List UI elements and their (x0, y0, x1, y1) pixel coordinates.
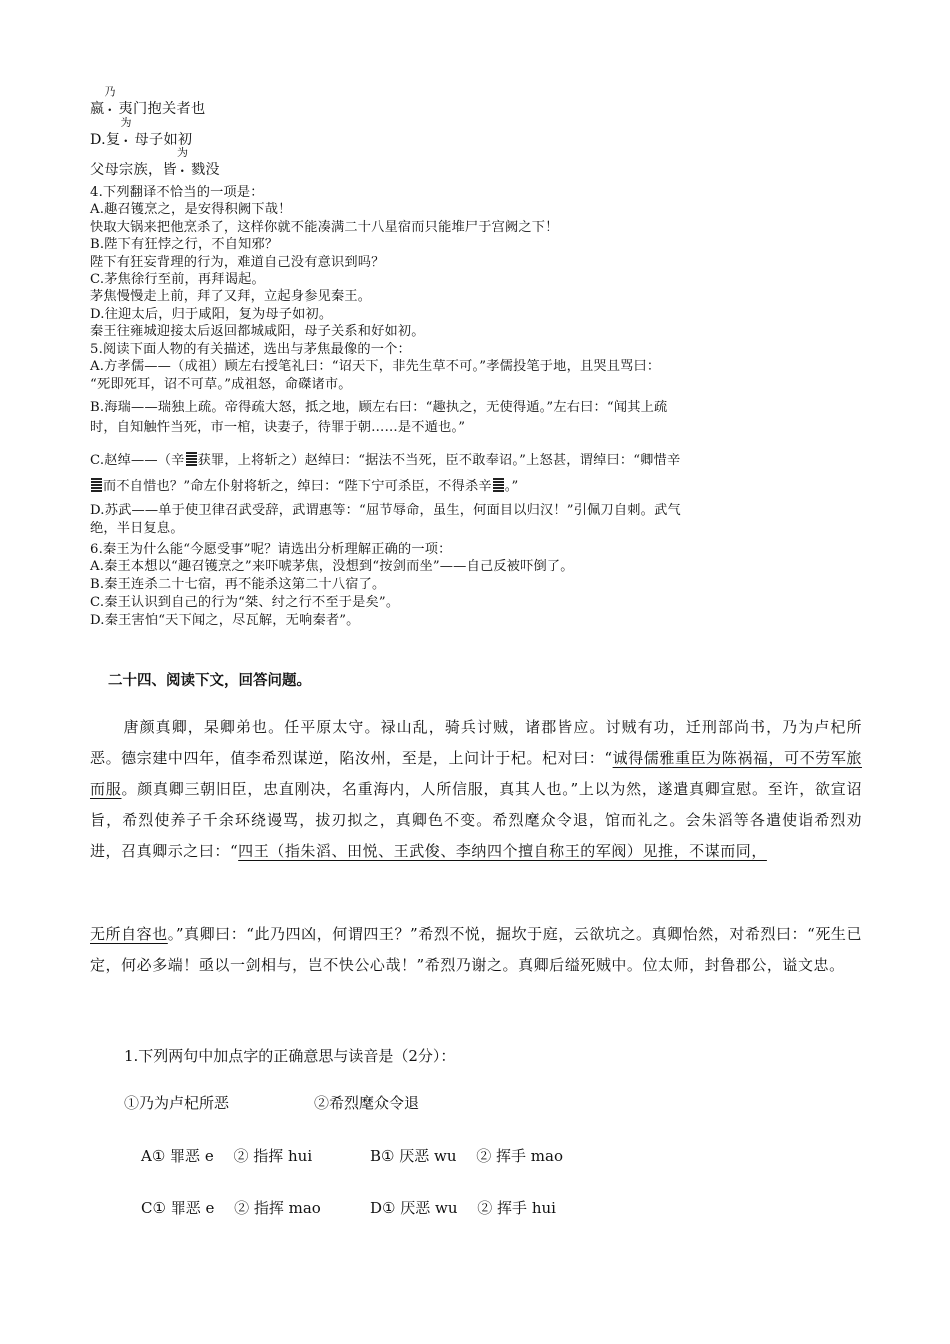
emphasis-dot-icon: . (107, 100, 113, 115)
passage-paragraph-1 (90, 712, 862, 867)
text: 而不自惜也？”命左仆射将斩之，绰曰：“陛下宁可杀臣，不得杀辛 (103, 479, 492, 494)
underlined-phrase: 无所自容也 (90, 925, 168, 943)
passage-paragraph-2 (90, 919, 862, 981)
illegible-char-icon (492, 478, 505, 492)
q4-option-c: C.茅焦徐行至前，再拜谒起。 (90, 272, 265, 287)
q4-option-c-translation: 茅焦慢慢走上前，拜了又拜，立起身参见秦王。 (90, 289, 372, 304)
text: 夷门抱关者也 (118, 101, 206, 117)
text: C.赵绰——（辛 (90, 453, 185, 468)
text: 获罪，上将斩之）赵绰曰：“据法不当死，臣不敢奉诏。”上怒甚，谓绰曰：“卿惜辛 (197, 453, 681, 468)
q6-option-b: B.秦王连杀二十七宿，再不能杀这第二十八宿了。 (90, 577, 386, 592)
line-top-3 (90, 146, 220, 179)
q5-option-a-line2: “死即死耳，诏不可草。”成祖怒，命磔诸市。 (90, 377, 352, 392)
q4-option-d: D.往迎太后，归于咸阳，复为母子如初。 (90, 307, 333, 322)
q5-option-b-line1: B.海瑞——瑞独上疏。帝得疏大怒，抵之地，顾左右曰：“趣执之，无使得遁。”左右曰：“闻其上疏 (90, 400, 668, 415)
question-1-option-d[interactable]: D① 厌恶 wu ② 挥手 hui (370, 1199, 556, 1217)
line-top-1 (90, 85, 206, 118)
q4-option-a-translation: 快取大锅来把他烹杀了，这样你就不能凑满二十八星宿而只能堆尸于宫阙之下！ (90, 220, 559, 235)
emphasis-dot-icon: . (179, 161, 185, 176)
q4-option-a: A.趣召镬烹之，是安得积阙下哉！ (90, 202, 292, 217)
text: 母子如初 (134, 132, 193, 148)
q5-option-d-line2: 绝，半日复息。 (90, 521, 184, 536)
dotted-char (120, 116, 134, 146)
q6-option-c: C.秦王认识到自己的行为“桀、纣之行不至于是矣”。 (90, 595, 400, 610)
q4-title: 4.下列翻译不恰当的一项是： (90, 185, 264, 200)
q5-option-d-line1: D.苏武——单于使卫律召武受辞，武谓惠等：“屈节辱命，虽生，何面目以归汉！”引佩刀自刺。武气 (90, 503, 681, 518)
text: 戮没 (190, 162, 220, 178)
passage-text: 唐颜真卿，杲卿弟也。任平原太守。禄山乱，骑兵讨贼，诸郡皆应。讨贼有功，迁刑部尚书，乃为卢杞所恶。德宗建中四年，值李希烈谋逆，陷汝州，至是，上问计于杞。杞对曰：“ (90, 718, 862, 767)
question-1-option-c[interactable]: C① 罪恶 e ② 指挥 mao (141, 1199, 321, 1217)
question-1-option-b[interactable]: B① 厌恶 wu ② 挥手 mao (370, 1147, 564, 1165)
ruby-char: 为 (120, 116, 132, 129)
question-1-option-a[interactable]: A① 罪恶 e ② 指挥 hui (141, 1147, 313, 1165)
q5-option-b-line2: 时，自知触忤当死，市一棺，诀妻子，待罪于朝……是不遁也。” (90, 420, 466, 435)
q6-option-a: A.秦王本想以“趣召镬烹之”来吓唬茅焦，没想到“按剑而坐”——自己反被吓倒了。 (90, 559, 574, 574)
q5-option-a-line1: A.方孝儒——（成祖）顾左右授笔礼曰：“诏天下，非先生草不可。”孝儒投笔于地，且哭且骂曰： (90, 359, 661, 374)
q4-option-b-translation: 陛下有狂妄背理的行为，难道自己没有意识到吗？ (90, 255, 385, 270)
dotted-char (104, 85, 119, 115)
q6-option-d: D.秦王害怕“天下闻之，尽瓦解，无响秦者”。 (90, 613, 360, 628)
underlined-sentence-1: 诚得儒雅重臣为陈祸福，可不劳军旅而服 (90, 749, 862, 798)
text: 嬴 (90, 101, 105, 117)
q5-option-c-line1 (90, 452, 680, 469)
text: 父母宗族，皆 (90, 162, 177, 178)
q5-option-c-line2 (90, 478, 518, 495)
q6-title: 6.秦王为什么能“今愿受事”呢？请选出分析理解正确的一项： (90, 542, 452, 557)
emphasis-dot-icon: . (123, 131, 129, 146)
text: D.复 (90, 132, 121, 148)
passage-text: 。颜真卿三朝旧臣，忠直刚决，名重海内，人所信服，真其人也。”上以为然，遂遣真卿宣慰。至许，欲宣诏旨，希烈使养子千余环绕谩骂，拔刃拟之，真卿色不变。希烈麾众令退，馆而礼之。会朱滔等各遣使诣希烈劝进，召真卿示之曰：“ (90, 780, 862, 860)
question-1-sentence-2: ②希烈麾众令退 (314, 1094, 420, 1112)
q4-option-d-translation: 秦王往雍城迎接太后返回都城咸阳，母子关系和好如初。 (90, 324, 425, 339)
q4-option-b: B.陛下有狂悖之行，不自知邪？ (90, 237, 279, 252)
ruby-char: 为 (176, 146, 189, 159)
illegible-char-icon (90, 478, 103, 492)
section-heading: 二十四、阅读下文，回答问题。 (108, 672, 311, 689)
question-1-title: 1.下列两句中加点字的正确意思与读音是（2分）： (124, 1047, 456, 1065)
question-1-sentence-1: ①乃为卢杞所恶 (124, 1094, 230, 1112)
text: 。” (504, 479, 519, 494)
dotted-char (176, 146, 191, 176)
passage-text: 。”真卿曰：“此乃四凶，何谓四王？”希烈不悦，掘坎于庭，云欲坑之。真卿怡然，对希烈曰：“死生已定，何必多端！亟以一剑相与，岂不快公心哉！”希烈乃谢之。真卿后缢死贼中。位太师，封鲁郡公，谥文忠。 (90, 925, 862, 974)
q5-title: 5.阅读下面人物的有关描述，选出与茅焦最像的一个： (90, 342, 411, 357)
illegible-char-icon (185, 452, 198, 466)
ruby-char: 乃 (104, 85, 116, 98)
underlined-sentence-2: 四王（指朱滔、田悦、王武俊、李纳四个擅自称王的军阀）见推，不谋而同， (238, 842, 767, 860)
